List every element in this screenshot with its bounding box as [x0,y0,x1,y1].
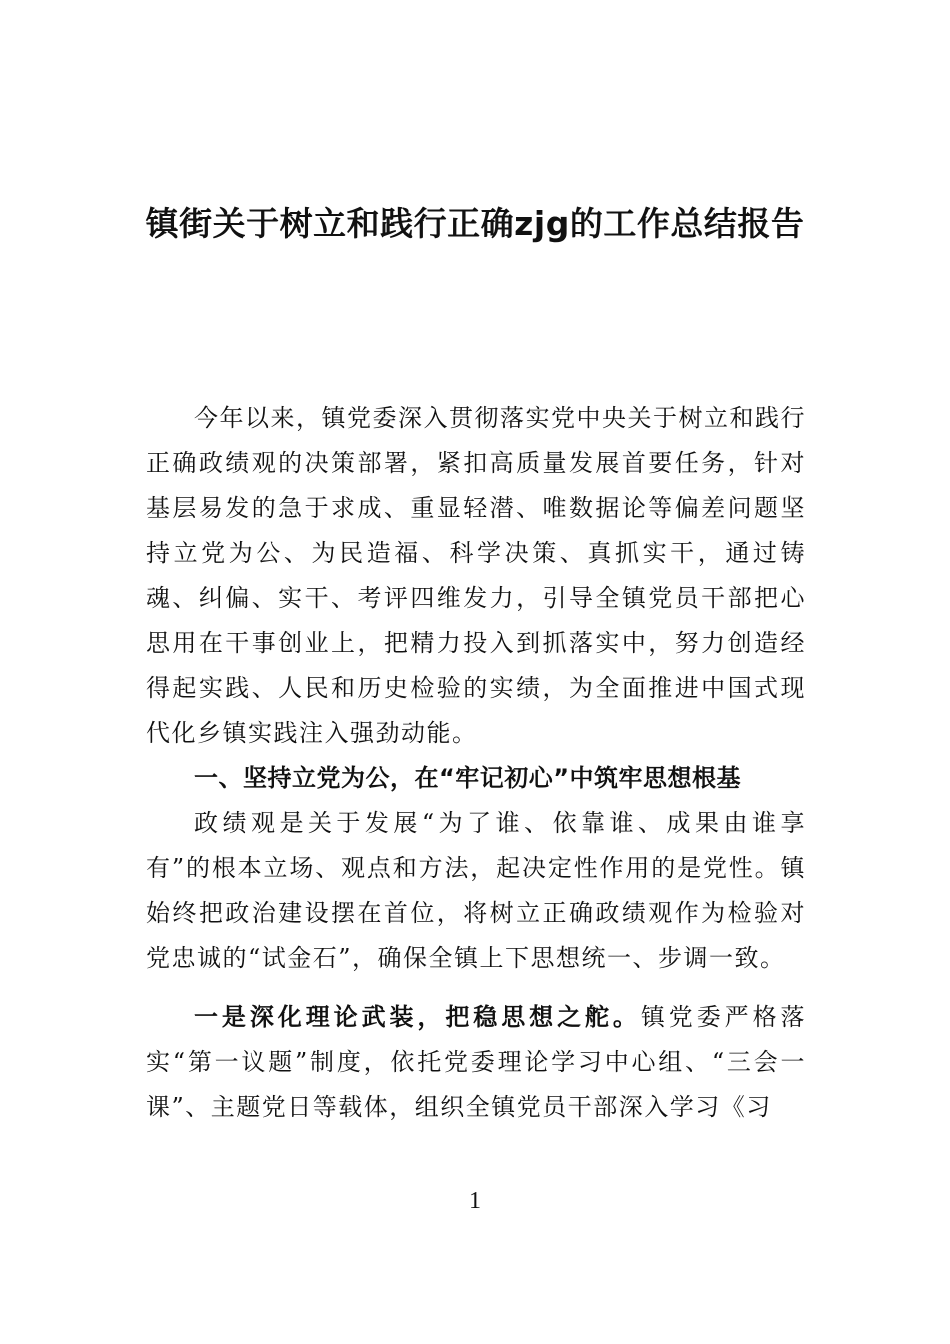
point-1-body: 镇党委严格落实“第一议题”制度，依托党委理论学习中心组、“三会一课”、主题党日等载体，组织全镇党员干部深入学习《习 [146,1003,807,1121]
document-title: 镇街关于树立和践行正确zjg的工作总结报告 [145,204,805,243]
intro-paragraph: 今年以来，镇党委深入贯彻落实党中央关于树立和践行正确政绩观的决策部署，紧扣高质量发展首要任务，针对基层易发的急于求成、重显轻潜、唯数据论等偏差问题坚持立党为公、为民造福、科学决策、真抓实干，通过铸魂、纠偏、实干、考评四维发力，引导全镇党员干部把心思用在干事创业上，把精力投入到抓落实中，努力创造经得起实践、人民和历史检验的实绩，为全面推进中国式现代化乡镇实践注入强劲动能。 [146,404,806,747]
page-number: 1 [469,1188,481,1214]
point-1-lead: 一是深化理论武装，把稳思想之舵。 [194,1003,641,1031]
section-heading-1: 一、坚持立党为公，在“牢记初心”中筑牢思想根基 [194,764,742,792]
document-body [146,396,806,1130]
point-1-paragraph [146,995,806,1130]
section-1-paragraph: 政绩观是关于发展“为了谁、依靠谁、成果由谁享有”的根本立场、观点和方法，起决定性作用的是党性。镇始终把政治建设摆在首位，将树立正确政绩观作为检验对党忠诚的“试金石”，确保全镇上下思想统一、步调一致。 [146,809,806,972]
paragraph-spacer [146,981,806,995]
